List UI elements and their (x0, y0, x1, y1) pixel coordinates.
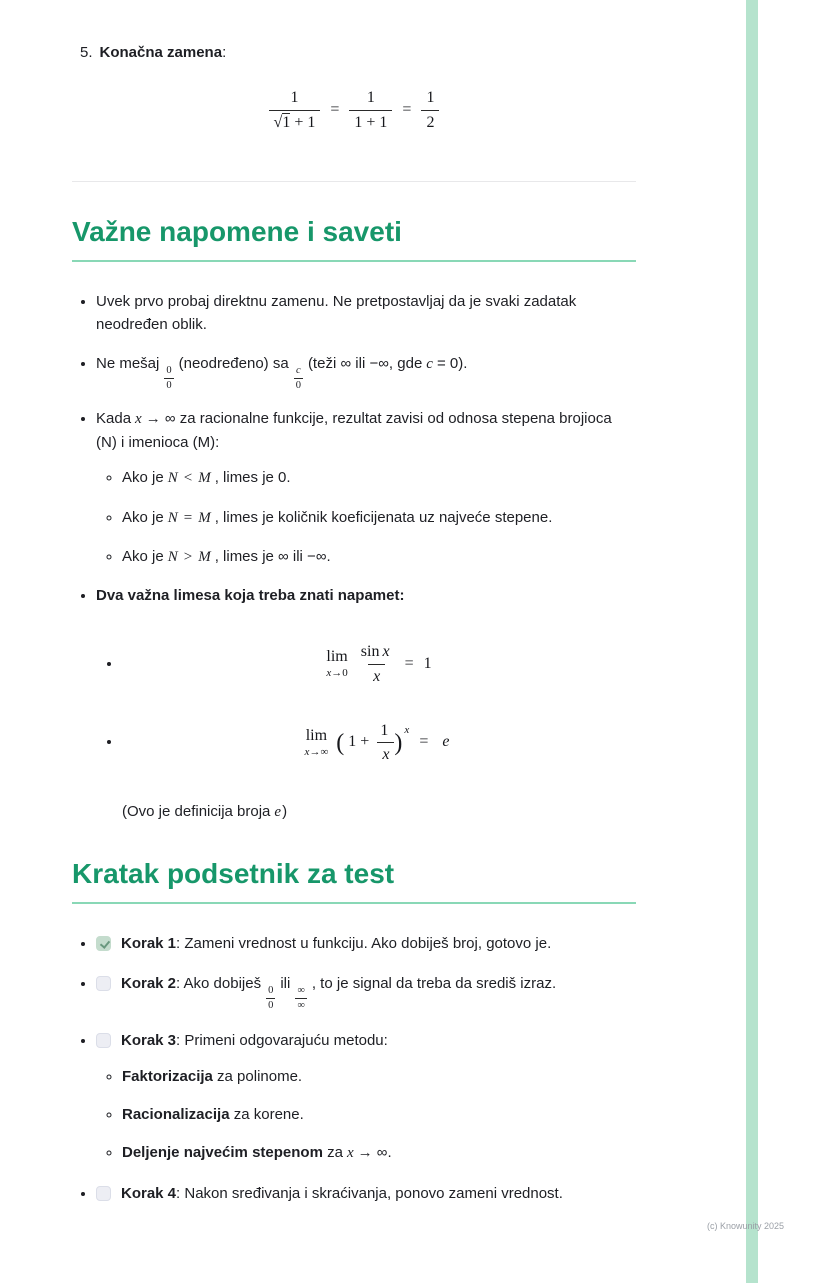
fraction (269, 89, 321, 131)
limit-operator: • lim x→0 (326, 648, 348, 680)
exponent-x: x (404, 724, 410, 737)
close-paren: ) (394, 729, 403, 756)
text: → ∞ za racionalne funkcije, rezultat zavisi od odnosa stepena brojioca (N) i imenioca (M): (96, 409, 612, 452)
checkbox-korak-1[interactable] (96, 936, 111, 951)
important-limits-list (96, 643, 636, 763)
fraction-numerator: 1 (426, 89, 435, 106)
step-colon: : (222, 44, 227, 61)
formula-sinx-over-x (122, 643, 636, 685)
step-label: Korak 3 (121, 1032, 177, 1050)
formula-final-substitution (72, 89, 636, 131)
list-item-deljenje-stepenom (122, 1141, 636, 1165)
text: , limes je količnik koeficijenata uz najveće stepene. (214, 508, 553, 526)
text: Uvek prvo probaj direktnu zamenu. Ne pretpostavljaj da je svaki zadatak neodređen oblik. (96, 293, 577, 334)
open-paren: ( (336, 729, 345, 756)
fraction-numerator: 1 (366, 89, 375, 106)
text: za (322, 1144, 343, 1162)
method-name: Faktorizacija (122, 1067, 213, 1085)
limit-subscript: x→∞ (304, 745, 329, 758)
text: = 0). (436, 354, 468, 372)
text: → ∞. (357, 1144, 392, 1162)
method-name: Racionalizacija (122, 1105, 230, 1123)
fraction-denominator: x (368, 664, 385, 686)
text: : Primeni odgovarajuću metodu: (176, 1032, 388, 1050)
text: Ako je (122, 508, 164, 526)
list-item-sinx-limit (122, 643, 636, 685)
sqrt-argument: 1 (282, 113, 291, 131)
fraction-numerator: 1 (290, 89, 299, 106)
equals-sign: = (330, 100, 340, 118)
inline-fraction-0-0: $\frac{0}{0}$ (166, 364, 172, 391)
fraction-denominator: x (377, 742, 394, 764)
e-definition-note (122, 800, 636, 824)
formula-result: 1 (423, 655, 432, 673)
math-var-x: x (135, 410, 142, 427)
text: za polinome. (212, 1067, 303, 1085)
inline-fraction-0-0: $\frac{0}{0}$ (268, 985, 274, 1012)
step-label: Korak 1 (121, 934, 177, 952)
checklist-item-korak-4 (96, 1182, 636, 1205)
step-label: Korak 2 (121, 975, 177, 993)
inline-fraction-inf-inf: ∞ ∞ (297, 985, 305, 1012)
fraction-numerator: 1 (380, 721, 389, 739)
text: Kada (96, 409, 132, 427)
math-var-n: N (167, 509, 178, 526)
text: 1 + (348, 733, 370, 751)
text: za korene. (229, 1105, 304, 1123)
fraction (421, 89, 439, 131)
text: : Zameni vrednost u funkciju. Ako dobiješ broj, gotovo je. (176, 934, 552, 952)
limit-operator: • lim x→∞ (304, 726, 329, 758)
fraction (349, 89, 392, 131)
math-operator: = (183, 509, 193, 526)
text: , to je signal da treba da središ izraz. (311, 975, 557, 993)
methods-list (96, 1065, 636, 1166)
copyright-footer: (c) Knowunity 2025 (706, 1220, 784, 1231)
fraction-denominator: 2 (421, 110, 439, 132)
section-title-notes: Važne napomene i saveti (72, 216, 636, 262)
checkbox-korak-4[interactable] (96, 1186, 111, 1201)
list-item-faktorizacija (122, 1065, 636, 1088)
math-var-m: M (198, 548, 211, 565)
text: : Ako dobiješ (176, 975, 262, 993)
math-var-x: x (346, 1145, 354, 1162)
notes-list (72, 290, 636, 824)
text: , limes je 0. (214, 469, 291, 487)
step-label: Korak 4 (121, 1185, 177, 1203)
degree-cases-list (96, 466, 636, 569)
equals-sign: = (419, 733, 429, 751)
section-divider (72, 181, 636, 182)
math-operator: < (183, 470, 193, 487)
step-number: 5. (80, 44, 93, 61)
text: , limes je ∞ ili −∞. (214, 547, 331, 565)
list-item-direct-substitution (96, 290, 636, 337)
section-title-test-reminder: Kratak podsetnik za test (72, 858, 636, 904)
equals-sign: = (402, 100, 412, 118)
important-limits-label: Dva važna limesa koja treba znati napamet: (96, 587, 405, 605)
text: Ne mešaj (96, 354, 160, 372)
limit-subscript: x→0 (326, 667, 348, 680)
fraction-numerator: sin x (360, 643, 390, 661)
checklist-item-korak-2 (96, 972, 636, 1012)
fraction (356, 643, 395, 685)
list-item-important-limits (96, 584, 636, 824)
text: : Nakon sređivanja i skraćivanja, ponovo zameni vrednost. (176, 1185, 563, 1203)
list-item-n-equal-m (122, 506, 636, 530)
list-item-rational-functions (96, 407, 636, 569)
fraction (374, 722, 394, 764)
math-var-m: M (198, 509, 211, 526)
list-item-n-less-m (122, 466, 636, 490)
formula-result: e (442, 733, 450, 751)
step-title: Konačna zamena (99, 44, 223, 61)
inline-fraction-c-0: $\frac{c}{0}$ (295, 364, 301, 391)
math-var-m: M (198, 470, 211, 487)
math-var-n: N (167, 548, 178, 565)
text: ili (280, 975, 291, 993)
page-accent-stripe (746, 0, 758, 1283)
text: (Ovo je definicija broja (122, 802, 271, 820)
formula-e-limit (122, 722, 636, 764)
list-item-racionalizacija (122, 1103, 636, 1126)
checkbox-korak-3[interactable] (96, 1033, 111, 1048)
numbered-step (72, 44, 636, 61)
text: ) (282, 802, 288, 820)
math-var-c: c (426, 355, 433, 372)
text: Ako je (122, 547, 164, 565)
list-item-n-greater-m (122, 545, 636, 569)
list-item-zero-over-zero (96, 352, 636, 392)
list-item-e-limit (122, 722, 636, 764)
sqrt-icon: √ (273, 113, 283, 131)
method-name: Deljenje najvećim stepenom (122, 1144, 323, 1162)
test-checklist (72, 932, 636, 1206)
equals-sign: = (404, 655, 414, 673)
text: Ako je (122, 469, 164, 487)
denominator-rest: + 1 (294, 113, 316, 131)
math-var-n: N (167, 470, 178, 487)
fraction-denominator: 1 + 1 (349, 110, 392, 132)
checkbox-korak-2[interactable] (96, 976, 111, 991)
text: (teži ∞ ili −∞, gde (307, 354, 423, 372)
fraction-denominator (269, 110, 321, 132)
math-operator: > (183, 548, 193, 565)
math-var-e: e (274, 803, 282, 820)
checklist-item-korak-3 (96, 1029, 636, 1165)
text: (neodređeno) sa (178, 354, 289, 372)
checklist-item-korak-1 (96, 932, 636, 955)
